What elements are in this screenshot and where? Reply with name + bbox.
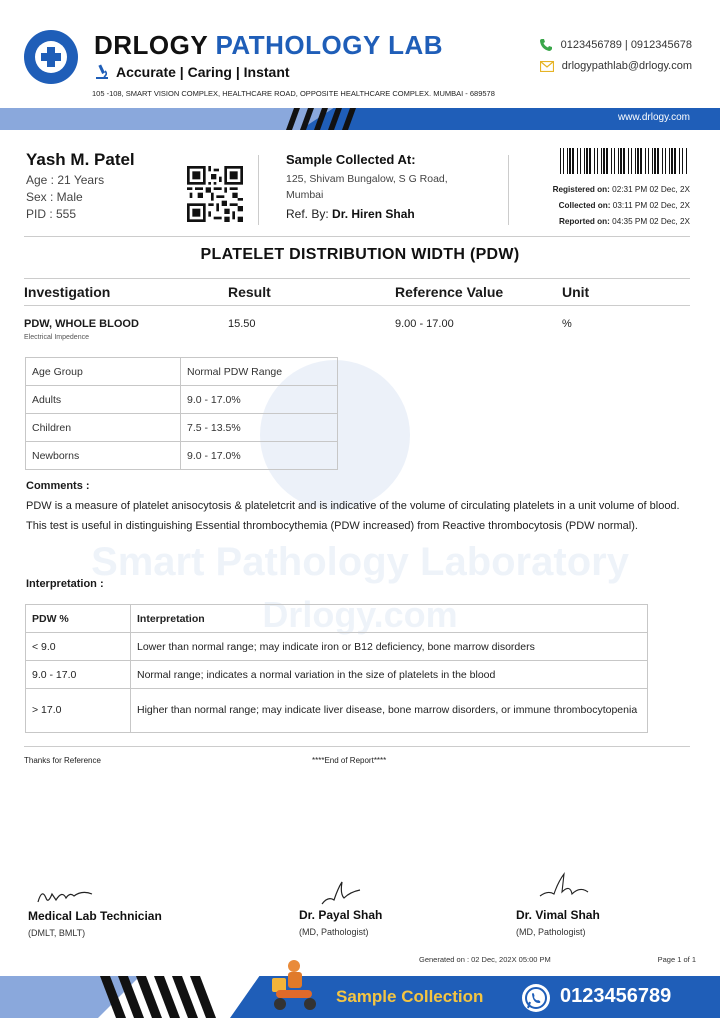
patient-pid: PID : 555 — [26, 207, 77, 221]
lab-address: 105 -108, SMART VISION COMPLEX, HEALTHCARE ROAD, OPPOSITE HEALTHCARE COMPLEX. MUMBAI - 689578 — [92, 89, 495, 98]
result-value: 15.50 — [228, 318, 256, 330]
signatory-name: Dr. Payal Shah — [299, 908, 383, 922]
table-row — [26, 633, 648, 661]
table-cell: 7.5 - 13.5% — [181, 414, 338, 442]
signatory-name: Medical Lab Technician — [28, 909, 162, 923]
ref-doctor: Dr. Hiren Shah — [332, 207, 415, 221]
footer-sample-collection: Sample Collection — [336, 987, 484, 1006]
sample-info — [286, 152, 496, 221]
email-icon — [540, 61, 554, 72]
registered-row: Registered on: 02:31 PM 02 Dec, 2X — [552, 185, 690, 194]
table-cell: Normal range; indicates a normal variation in the size of platelets in the blood — [131, 661, 648, 689]
table-header-row — [26, 358, 338, 386]
thanks-note: Thanks for Reference — [24, 756, 101, 765]
interpretation-heading: Interpretation : — [26, 578, 104, 590]
sample-address-line1: 125, Shivam Bungalow, S G Road, — [286, 173, 448, 185]
qr-code — [187, 166, 243, 222]
signatory-credentials: (MD, Pathologist) — [299, 927, 369, 937]
interpretation-table — [25, 604, 648, 733]
col-reference: Reference Value — [395, 284, 504, 300]
signatory-credentials: (DMLT, BMLT) — [28, 928, 86, 938]
signature-vimal-shah — [536, 870, 592, 906]
whatsapp-icon[interactable] — [522, 984, 550, 1012]
result-method: Electrical Impedence — [24, 334, 89, 341]
signature-payal-shah — [318, 878, 364, 908]
table-cell: Higher than normal range; may indicate liver disease, bone marrow disorders, or immune thrombocytopenia — [131, 689, 648, 733]
comments-heading: Comments : — [26, 480, 90, 492]
lab-tagline: Accurate | Caring | Instant — [116, 64, 290, 80]
header-stripes — [286, 108, 366, 130]
page-number: Page 1 of 1 — [657, 955, 696, 964]
lab-phone[interactable]: 0123456789 | 0912345678 — [560, 39, 692, 51]
patient-info — [26, 150, 135, 221]
table-cell: Age Group — [26, 358, 181, 386]
result-unit: % — [562, 318, 572, 330]
patient-age: Age : 21 Years — [26, 173, 105, 187]
lab-name-part1: DRLOGY — [94, 30, 208, 60]
lab-name — [94, 30, 443, 61]
generated-on: Generated on : 02 Dec, 202X 05:00 PM — [419, 955, 551, 964]
table-row — [26, 414, 338, 442]
table-cell: Adults — [26, 386, 181, 414]
reported-date: 04:35 PM 02 Dec, 2X — [612, 217, 690, 226]
end-of-report: ****End of Report**** — [312, 756, 387, 765]
comments-text: PDW is a measure of platelet anisocytosis & plateletcrit and is indicative of the volume of circulating platelets in a unit volume of blood. This test is useful in distinguishing Essential thrombocythemia (PDW increased) from Reactive thrombocytosis (PDW normal). — [26, 500, 680, 532]
reported-row: Reported on: 04:35 PM 02 Dec, 2X — [558, 217, 690, 226]
sample-address-line2: Mumbai — [286, 189, 324, 201]
barcode — [560, 148, 690, 178]
col-unit: Unit — [562, 284, 590, 300]
delivery-rider-icon — [266, 956, 326, 1012]
signatory-credentials: (MD, Pathologist) — [516, 927, 586, 937]
lab-email-row — [540, 60, 692, 72]
collected-date: 03:11 PM 02 Dec, 2X — [612, 201, 690, 210]
signature-technician — [34, 884, 98, 908]
patient-sex: Sex : Male — [26, 190, 83, 204]
table-cell: 9.0 - 17.0% — [181, 386, 338, 414]
result-columns-header — [24, 278, 690, 306]
sample-title: Sample Collected At: — [286, 152, 416, 167]
lab-name-part2: PATHOLOGY LAB — [215, 30, 443, 60]
table-header-row — [26, 605, 648, 633]
table-row — [26, 386, 338, 414]
table-cell: < 9.0 — [26, 633, 131, 661]
collected-row: Collected on: 03:11 PM 02 Dec, 2X — [558, 201, 690, 210]
table-row — [26, 689, 648, 733]
result-investigation: PDW, WHOLE BLOOD — [24, 318, 139, 330]
table-cell: 9.0 - 17.0 — [26, 661, 131, 689]
age-range-table — [25, 357, 338, 470]
sample-address — [286, 171, 496, 203]
table-row — [26, 442, 338, 470]
signature-block-vimal-shah — [516, 908, 600, 937]
registered-date: 02:31 PM 02 Dec, 2X — [612, 185, 690, 194]
referred-by — [286, 207, 496, 221]
report-dates — [553, 182, 690, 230]
table-cell: > 17.0 — [26, 689, 131, 733]
result-reference: 9.00 - 17.00 — [395, 318, 454, 330]
phone-icon — [539, 38, 553, 52]
signature-block-technician — [28, 909, 162, 938]
table-cell: Normal PDW Range — [181, 358, 338, 386]
watermark-line1: Smart Pathology Laboratory — [91, 540, 629, 584]
signatory-name: Dr. Vimal Shah — [516, 908, 600, 922]
report-header — [0, 0, 720, 108]
col-result: Result — [228, 284, 271, 300]
lab-phone-row — [539, 38, 692, 52]
signature-block-payal-shah — [299, 908, 382, 937]
microscope-icon — [94, 64, 110, 80]
table-cell: Lower than normal range; may indicate iron or B12 deficiency, bone marrow disorders — [131, 633, 648, 661]
lab-email[interactable]: drlogypathlab@drlogy.com — [561, 60, 692, 72]
logo-icon — [24, 30, 78, 84]
table-cell: PDW % — [26, 605, 131, 633]
table-cell: 9.0 - 17.0% — [181, 442, 338, 470]
watermark-line2: Drlogy.com — [262, 594, 458, 635]
col-investigation: Investigation — [24, 284, 111, 300]
test-title: PLATELET DISTRIBUTION WIDTH (PDW) — [200, 246, 520, 263]
ref-label: Ref. By: — [286, 207, 329, 221]
footer-phone[interactable]: 0123456789 — [560, 985, 672, 1007]
table-row — [26, 661, 648, 689]
table-cell: Newborns — [26, 442, 181, 470]
lab-tagline-row — [94, 64, 290, 80]
patient-name: Yash M. Patel — [26, 150, 135, 169]
lab-website[interactable]: www.drlogy.com — [617, 112, 690, 123]
table-cell: Children — [26, 414, 181, 442]
table-cell: Interpretation — [131, 605, 648, 633]
